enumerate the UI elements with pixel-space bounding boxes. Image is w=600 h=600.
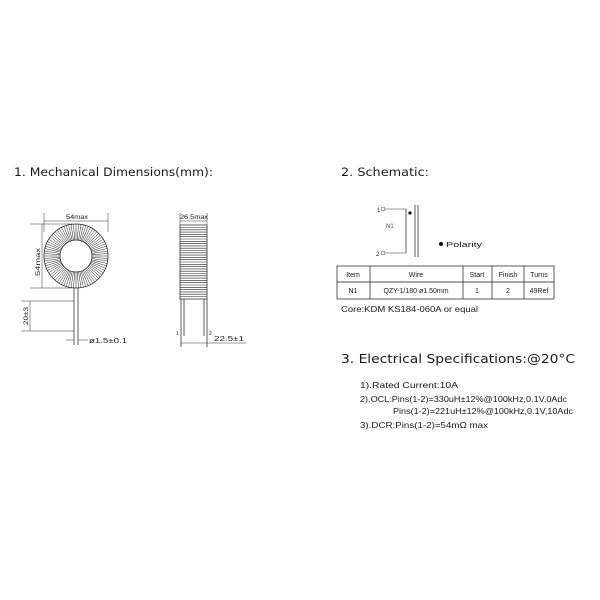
pin1-terminal — [381, 207, 385, 211]
winding-turn-line — [92, 251, 108, 254]
lead-diameter-label: ø1.5±0.1 — [89, 338, 128, 345]
lead-length-label: 20±3 — [23, 310, 30, 325]
spec-dcr: 3).DCR:Pins(1-2)=54mΩ max — [360, 420, 489, 430]
front-height-label: 54max — [35, 256, 42, 276]
winding-turn-line — [44, 251, 60, 254]
spec-ocl-10adc: Pins(1-2)=221uH±12%@100kHz,0.1V,10Adc — [393, 406, 574, 416]
table-header-finish: Finish — [498, 272, 518, 279]
table-cell-turns: 49Ref — [529, 288, 549, 295]
winding-turn-line — [79, 272, 82, 288]
table-cell-start: 1 — [475, 288, 479, 295]
table-cell-finish: 2 — [506, 288, 510, 295]
winding-turn-line — [71, 272, 74, 288]
winding-turn-line — [92, 259, 108, 262]
winding-turn-line — [44, 257, 60, 258]
toroid-inner-hole — [60, 240, 92, 272]
pin2-terminal — [381, 251, 385, 255]
table-header-wire: Wire — [408, 272, 424, 279]
winding-turn-line — [44, 253, 60, 254]
spec-ocl-0adc: 2).OCL:Pins(1-2)=330uH±12%@100kHz,0.1V,0Adc — [360, 394, 568, 404]
table-header-start: Start — [469, 272, 485, 279]
side-view-drawing — [176, 213, 246, 347]
side-pin2-label: 2 — [209, 331, 212, 337]
winding-turn-line — [73, 224, 74, 240]
winding-turn-line — [77, 272, 78, 288]
lead-pitch-label: 22.5±1 — [214, 336, 245, 343]
polarity-legend-dot — [439, 242, 443, 246]
polarity-dot — [408, 211, 411, 214]
schematic-pin1-label: 1 — [377, 208, 381, 214]
table-header-item: Item — [346, 272, 360, 279]
winding-turn-line — [77, 224, 78, 240]
table-header-turns: Turns — [530, 272, 548, 279]
table-cell-wire: QZY-1/180 ø1.50mm — [383, 288, 449, 295]
schematic-pin2-label: 2 — [376, 252, 380, 258]
front-view-drawing — [21, 213, 127, 345]
winding-label: N1 — [386, 224, 394, 230]
winding-turn-line — [73, 272, 74, 288]
electrical-title: 3. Electrical Specifications:@20°C — [341, 351, 576, 366]
winding-turn-line — [92, 257, 108, 258]
schematic-title: 2. Schematic: — [341, 165, 429, 179]
winding-turn-line — [71, 224, 74, 240]
electrical-specs — [360, 380, 574, 430]
table-cell-item: N1 — [348, 288, 358, 295]
side-thickness-label: 26.5max — [180, 214, 209, 221]
core-spec: Core:KDM KS184-060A or equal — [341, 304, 479, 314]
front-width-label: 54max — [66, 214, 89, 221]
polarity-legend-label: Polarity — [446, 242, 483, 249]
schematic-drawing — [376, 205, 483, 258]
winding-table — [337, 266, 554, 299]
side-pin1-label: 1 — [176, 331, 179, 337]
spec-rated-current: 1).Rated Current:10A — [360, 380, 459, 390]
winding-turn-line — [92, 253, 108, 254]
winding-turn-line — [79, 224, 82, 240]
mechanical-title: 1. Mechanical Dimensions(mm): — [14, 165, 213, 179]
winding-turn-line — [44, 259, 60, 262]
